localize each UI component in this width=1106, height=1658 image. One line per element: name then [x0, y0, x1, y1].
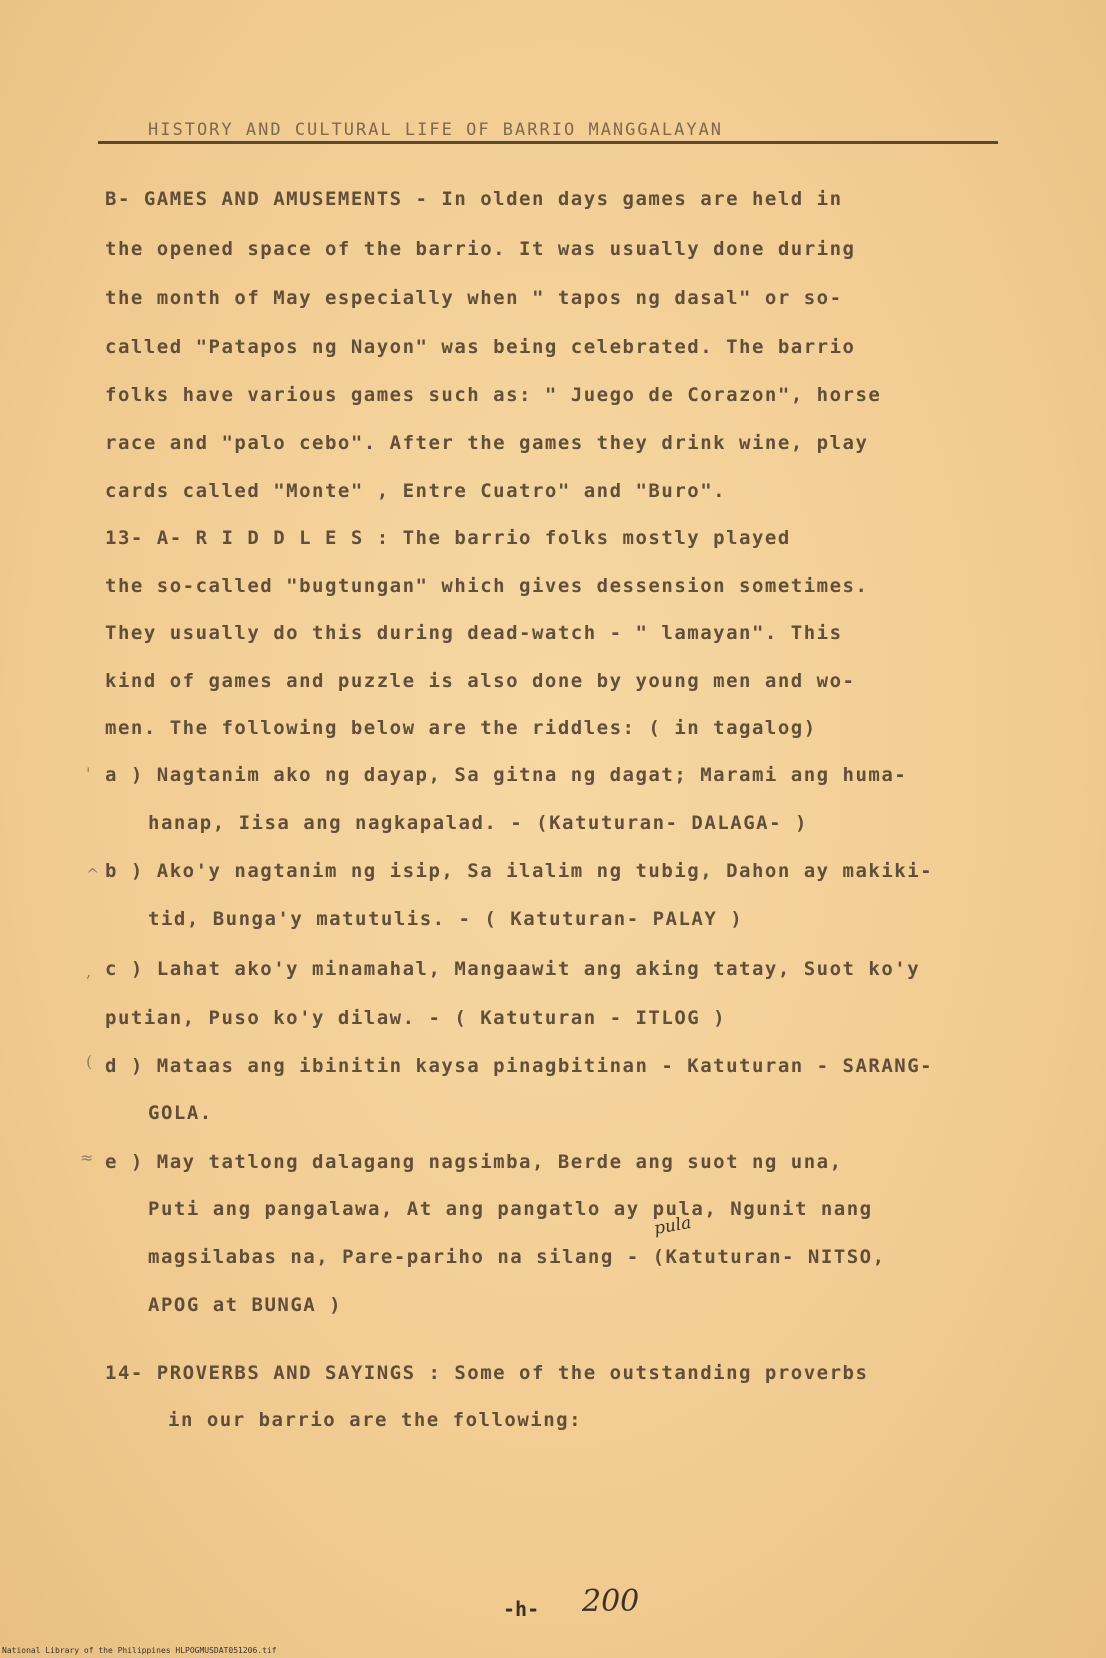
text-line: the month of May especially when " tapos ng dasal" or so- — [105, 287, 843, 309]
page-header: HISTORY AND CULTURAL LIFE OF BARRIO MANGGALAYAN — [148, 120, 724, 140]
text-line: race and "palo cebo". After the games they drink wine, play — [105, 432, 869, 454]
text-line: cards called "Monte" , Entre Cuatro" and "Buro". — [105, 480, 727, 502]
margin-mark: , — [86, 962, 92, 981]
riddle-d: d ) Mataas ang ibinitin kaysa pinagbitinan - Katuturan - SARANG- — [105, 1055, 934, 1077]
riddle-e: e ) May tatlong dalagang nagsimba, Berde ang suot ng una, — [105, 1151, 843, 1173]
text-line: B- GAMES AND AMUSEMENTS - In olden days games are held in — [105, 188, 843, 210]
riddle-a: a ) Nagtanim ako ng dayap, Sa gitna ng dagat; Marami ang huma- — [105, 764, 908, 786]
riddle-a-cont: hanap, Iisa ang nagkapalad. - (Katuturan- DALAGA- ) — [148, 812, 808, 834]
text-line: They usually do this during dead-watch - " lamayan". This — [105, 622, 843, 644]
page-label: -h- — [503, 1597, 540, 1621]
text-line: called "Patapos ng Nayon" was being celebrated. The barrio — [105, 336, 856, 358]
text-line: the opened space of the barrio. It was usually done during — [105, 238, 856, 260]
riddle-c: c ) Lahat ako'y minamahal, Mangaawit ang aking tatay, Suot ko'y — [105, 958, 921, 980]
section-heading-proverbs: 14- PROVERBS AND SAYINGS : Some of the outstanding proverbs — [105, 1362, 869, 1384]
riddle-e-cont-2: magsilabas na, Pare-pariho na silang - (Katuturan- NITSO, — [148, 1246, 886, 1268]
handwritten-page-number: 200 — [582, 1584, 640, 1619]
text-line: men. The following below are the riddles: ( in tagalog) — [105, 717, 817, 739]
header-rule — [98, 141, 998, 144]
riddle-b: b ) Ako'y nagtanim ng isip, Sa ilalim ng tubig, Dahon ay makiki- — [105, 860, 934, 882]
text-line: folks have various games such as: " Juego de Corazon", horse — [105, 384, 882, 406]
scan-credit: National Library of the Philippines HLPOGMUSDAT051206.tif — [2, 1646, 277, 1655]
text-line: the so-called "bugtungan" which gives dessension sometimes. — [105, 575, 869, 597]
riddle-e-cont-1: Puti ang pangalawa, At ang pangatlo ay pula, Ngunit nang — [148, 1198, 873, 1220]
margin-mark: ' — [86, 764, 91, 783]
riddle-e-cont-3: APOG at BUNGA ) — [148, 1294, 343, 1316]
riddle-b-cont: tid, Bunga'y matutulis. - ( Katuturan- PALAY ) — [148, 908, 744, 930]
text-line: in our barrio are the following: — [168, 1409, 583, 1431]
section-heading-riddles: 13- A- R I D D L E S : The barrio folks mostly played — [105, 527, 791, 549]
text-line: kind of games and puzzle is also done by young men and wo- — [105, 670, 856, 692]
handwritten-insert: pula — [652, 1212, 693, 1240]
margin-mark: ≈ — [80, 1148, 94, 1167]
riddle-d-cont: GOLA. — [148, 1102, 213, 1124]
margin-mark: ( — [86, 1052, 93, 1071]
margin-mark: ^ — [86, 865, 100, 884]
riddle-c-cont: putian, Puso ko'y dilaw. - ( Katuturan - ITLOG ) — [105, 1007, 727, 1029]
